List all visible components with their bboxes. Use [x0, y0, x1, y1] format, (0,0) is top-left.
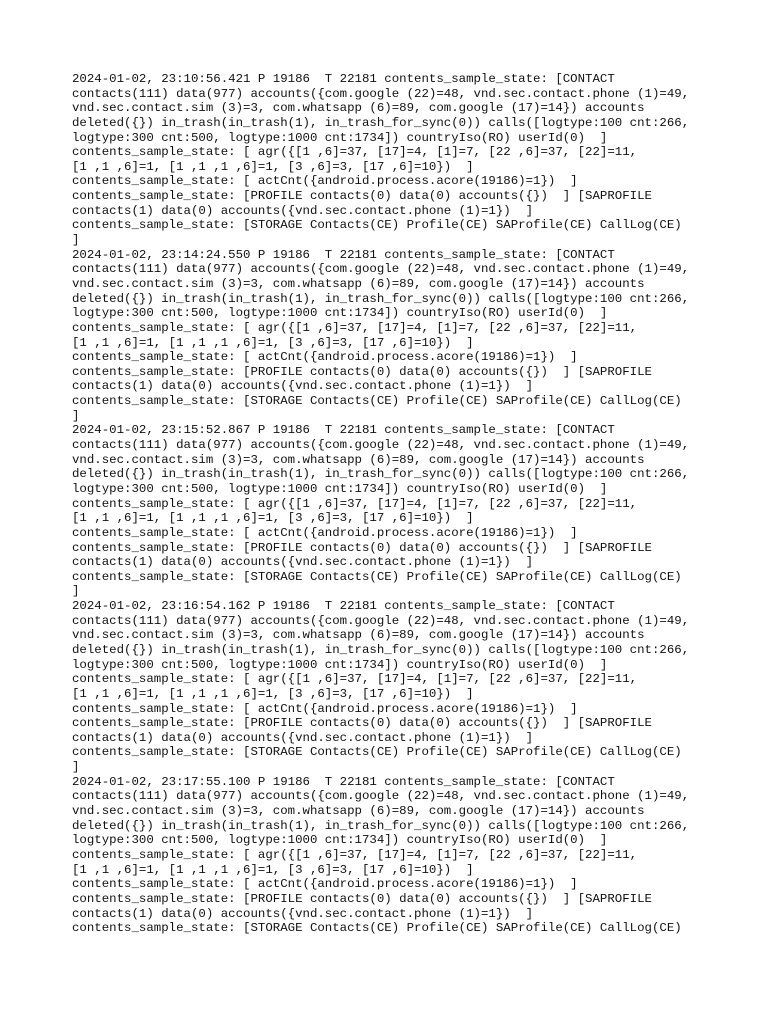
log-line: contacts(111) data(977) accounts({com.google (22)=48, vnd.sec.contact.phone (1)=49, — [72, 613, 690, 628]
log-line: contents_sample_state: [ actCnt({android.process.acore(19186)=1}) ] — [72, 701, 578, 716]
log-line: deleted({}) in_trash(in_trash(1), in_trash_for_sync(0)) calls([logtype:100 cnt:266, — [72, 291, 690, 306]
log-line: contents_sample_state: [ agr({[1 ,6]=37, [17]=4, [1]=7, [22 ,6]=37, [22]=11, — [72, 320, 638, 335]
log-line: 2024-01-02, 23:16:54.162 P 19186 T 22181 contents_sample_state: [CONTACT — [72, 599, 615, 614]
log-line: contacts(111) data(977) accounts({com.google (22)=48, vnd.sec.contact.phone (1)=49, — [72, 86, 690, 101]
log-entry — [72, 248, 712, 424]
log-line: deleted({}) in_trash(in_trash(1), in_trash_for_sync(0)) calls([logtype:100 cnt:266, — [72, 467, 690, 482]
log-line: 2024-01-02, 23:10:56.421 P 19186 T 22181 contents_sample_state: [CONTACT — [72, 72, 615, 86]
log-line: contents_sample_state: [ actCnt({android.process.acore(19186)=1}) ] — [72, 174, 578, 189]
log-line: [1 ,1 ,6]=1, [1 ,1 ,1 ,6]=1, [3 ,6]=3, [17 ,6]=10}) ] — [72, 511, 474, 526]
log-line: ] — [72, 584, 80, 599]
log-line: contents_sample_state: [PROFILE contacts(0) data(0) accounts({}) ] [SAPROFILE — [72, 189, 652, 204]
log-line: [1 ,1 ,6]=1, [1 ,1 ,1 ,6]=1, [3 ,6]=3, [17 ,6]=10}) ] — [72, 335, 474, 350]
log-line: logtype:300 cnt:500, logtype:1000 cnt:1734]) countryIso(RO) userId(0) ] — [72, 833, 608, 848]
log-line: vnd.sec.contact.sim (3)=3, com.whatsapp (6)=89, com.google (17)=14}) accounts — [72, 628, 645, 643]
log-line: logtype:300 cnt:500, logtype:1000 cnt:1734]) countryIso(RO) userId(0) ] — [72, 130, 608, 145]
log-entry — [72, 775, 712, 936]
log-line: contents_sample_state: [STORAGE Contacts(CE) Profile(CE) SAProfile(CE) CallLog(CE) — [72, 921, 682, 936]
log-line: ] — [72, 408, 80, 423]
log-line: contents_sample_state: [PROFILE contacts(0) data(0) accounts({}) ] [SAPROFILE — [72, 364, 652, 379]
log-line: contacts(111) data(977) accounts({com.google (22)=48, vnd.sec.contact.phone (1)=49, — [72, 262, 690, 277]
log-entry — [72, 423, 712, 599]
log-line: contents_sample_state: [ agr({[1 ,6]=37, [17]=4, [1]=7, [22 ,6]=37, [22]=11, — [72, 672, 638, 687]
log-line: vnd.sec.contact.sim (3)=3, com.whatsapp (6)=89, com.google (17)=14}) accounts — [72, 101, 645, 116]
log-document — [72, 72, 712, 936]
log-line: contents_sample_state: [PROFILE contacts(0) data(0) accounts({}) ] [SAPROFILE — [72, 540, 652, 555]
log-line: logtype:300 cnt:500, logtype:1000 cnt:1734]) countryIso(RO) userId(0) ] — [72, 306, 608, 321]
log-line: contacts(1) data(0) accounts({vnd.sec.contact.phone (1)=1}) ] — [72, 906, 534, 921]
log-line: 2024-01-02, 23:17:55.100 P 19186 T 22181 contents_sample_state: [CONTACT — [72, 774, 615, 789]
log-line: contents_sample_state: [STORAGE Contacts(CE) Profile(CE) SAProfile(CE) CallLog(CE) — [72, 569, 682, 584]
log-line: ] — [72, 760, 80, 775]
log-line: contents_sample_state: [ actCnt({android.process.acore(19186)=1}) ] — [72, 525, 578, 540]
log-line: contents_sample_state: [PROFILE contacts(0) data(0) accounts({}) ] [SAPROFILE — [72, 716, 652, 731]
log-line: contacts(111) data(977) accounts({com.google (22)=48, vnd.sec.contact.phone (1)=49, — [72, 789, 690, 804]
log-line: contents_sample_state: [STORAGE Contacts(CE) Profile(CE) SAProfile(CE) CallLog(CE) — [72, 394, 682, 409]
log-line: deleted({}) in_trash(in_trash(1), in_trash_for_sync(0)) calls([logtype:100 cnt:266, — [72, 642, 690, 657]
log-line: contacts(1) data(0) accounts({vnd.sec.contact.phone (1)=1}) ] — [72, 379, 534, 394]
log-line: vnd.sec.contact.sim (3)=3, com.whatsapp (6)=89, com.google (17)=14}) accounts — [72, 804, 645, 819]
log-line: contents_sample_state: [STORAGE Contacts(CE) Profile(CE) SAProfile(CE) CallLog(CE) — [72, 218, 682, 233]
log-entry — [72, 72, 712, 248]
log-line: contents_sample_state: [PROFILE contacts(0) data(0) accounts({}) ] [SAPROFILE — [72, 891, 652, 906]
log-entry — [72, 599, 712, 775]
log-line: contacts(1) data(0) accounts({vnd.sec.contact.phone (1)=1}) ] — [72, 203, 534, 218]
log-line: deleted({}) in_trash(in_trash(1), in_trash_for_sync(0)) calls([logtype:100 cnt:266, — [72, 115, 690, 130]
log-line: deleted({}) in_trash(in_trash(1), in_trash_for_sync(0)) calls([logtype:100 cnt:266, — [72, 818, 690, 833]
log-line: contents_sample_state: [ actCnt({android.process.acore(19186)=1}) ] — [72, 877, 578, 892]
log-line: contents_sample_state: [ agr({[1 ,6]=37, [17]=4, [1]=7, [22 ,6]=37, [22]=11, — [72, 145, 638, 160]
log-line: logtype:300 cnt:500, logtype:1000 cnt:1734]) countryIso(RO) userId(0) ] — [72, 657, 608, 672]
log-line: contents_sample_state: [STORAGE Contacts(CE) Profile(CE) SAProfile(CE) CallLog(CE) — [72, 745, 682, 760]
log-line: [1 ,1 ,6]=1, [1 ,1 ,1 ,6]=1, [3 ,6]=3, [17 ,6]=10}) ] — [72, 686, 474, 701]
log-line: contacts(1) data(0) accounts({vnd.sec.contact.phone (1)=1}) ] — [72, 730, 534, 745]
log-line: contacts(111) data(977) accounts({com.google (22)=48, vnd.sec.contact.phone (1)=49, — [72, 438, 690, 453]
log-line: 2024-01-02, 23:15:52.867 P 19186 T 22181 contents_sample_state: [CONTACT — [72, 423, 615, 438]
log-line: ] — [72, 233, 80, 248]
log-line: contacts(1) data(0) accounts({vnd.sec.contact.phone (1)=1}) ] — [72, 555, 534, 570]
log-line: [1 ,1 ,6]=1, [1 ,1 ,1 ,6]=1, [3 ,6]=3, [17 ,6]=10}) ] — [72, 862, 474, 877]
log-line: contents_sample_state: [ agr({[1 ,6]=37, [17]=4, [1]=7, [22 ,6]=37, [22]=11, — [72, 847, 638, 862]
log-line: 2024-01-02, 23:14:24.550 P 19186 T 22181 contents_sample_state: [CONTACT — [72, 247, 615, 262]
log-line: vnd.sec.contact.sim (3)=3, com.whatsapp (6)=89, com.google (17)=14}) accounts — [72, 452, 645, 467]
log-line: vnd.sec.contact.sim (3)=3, com.whatsapp (6)=89, com.google (17)=14}) accounts — [72, 276, 645, 291]
log-line: logtype:300 cnt:500, logtype:1000 cnt:1734]) countryIso(RO) userId(0) ] — [72, 481, 608, 496]
log-line: contents_sample_state: [ actCnt({android.process.acore(19186)=1}) ] — [72, 350, 578, 365]
log-line: [1 ,1 ,6]=1, [1 ,1 ,1 ,6]=1, [3 ,6]=3, [17 ,6]=10}) ] — [72, 159, 474, 174]
log-line: contents_sample_state: [ agr({[1 ,6]=37, [17]=4, [1]=7, [22 ,6]=37, [22]=11, — [72, 496, 638, 511]
